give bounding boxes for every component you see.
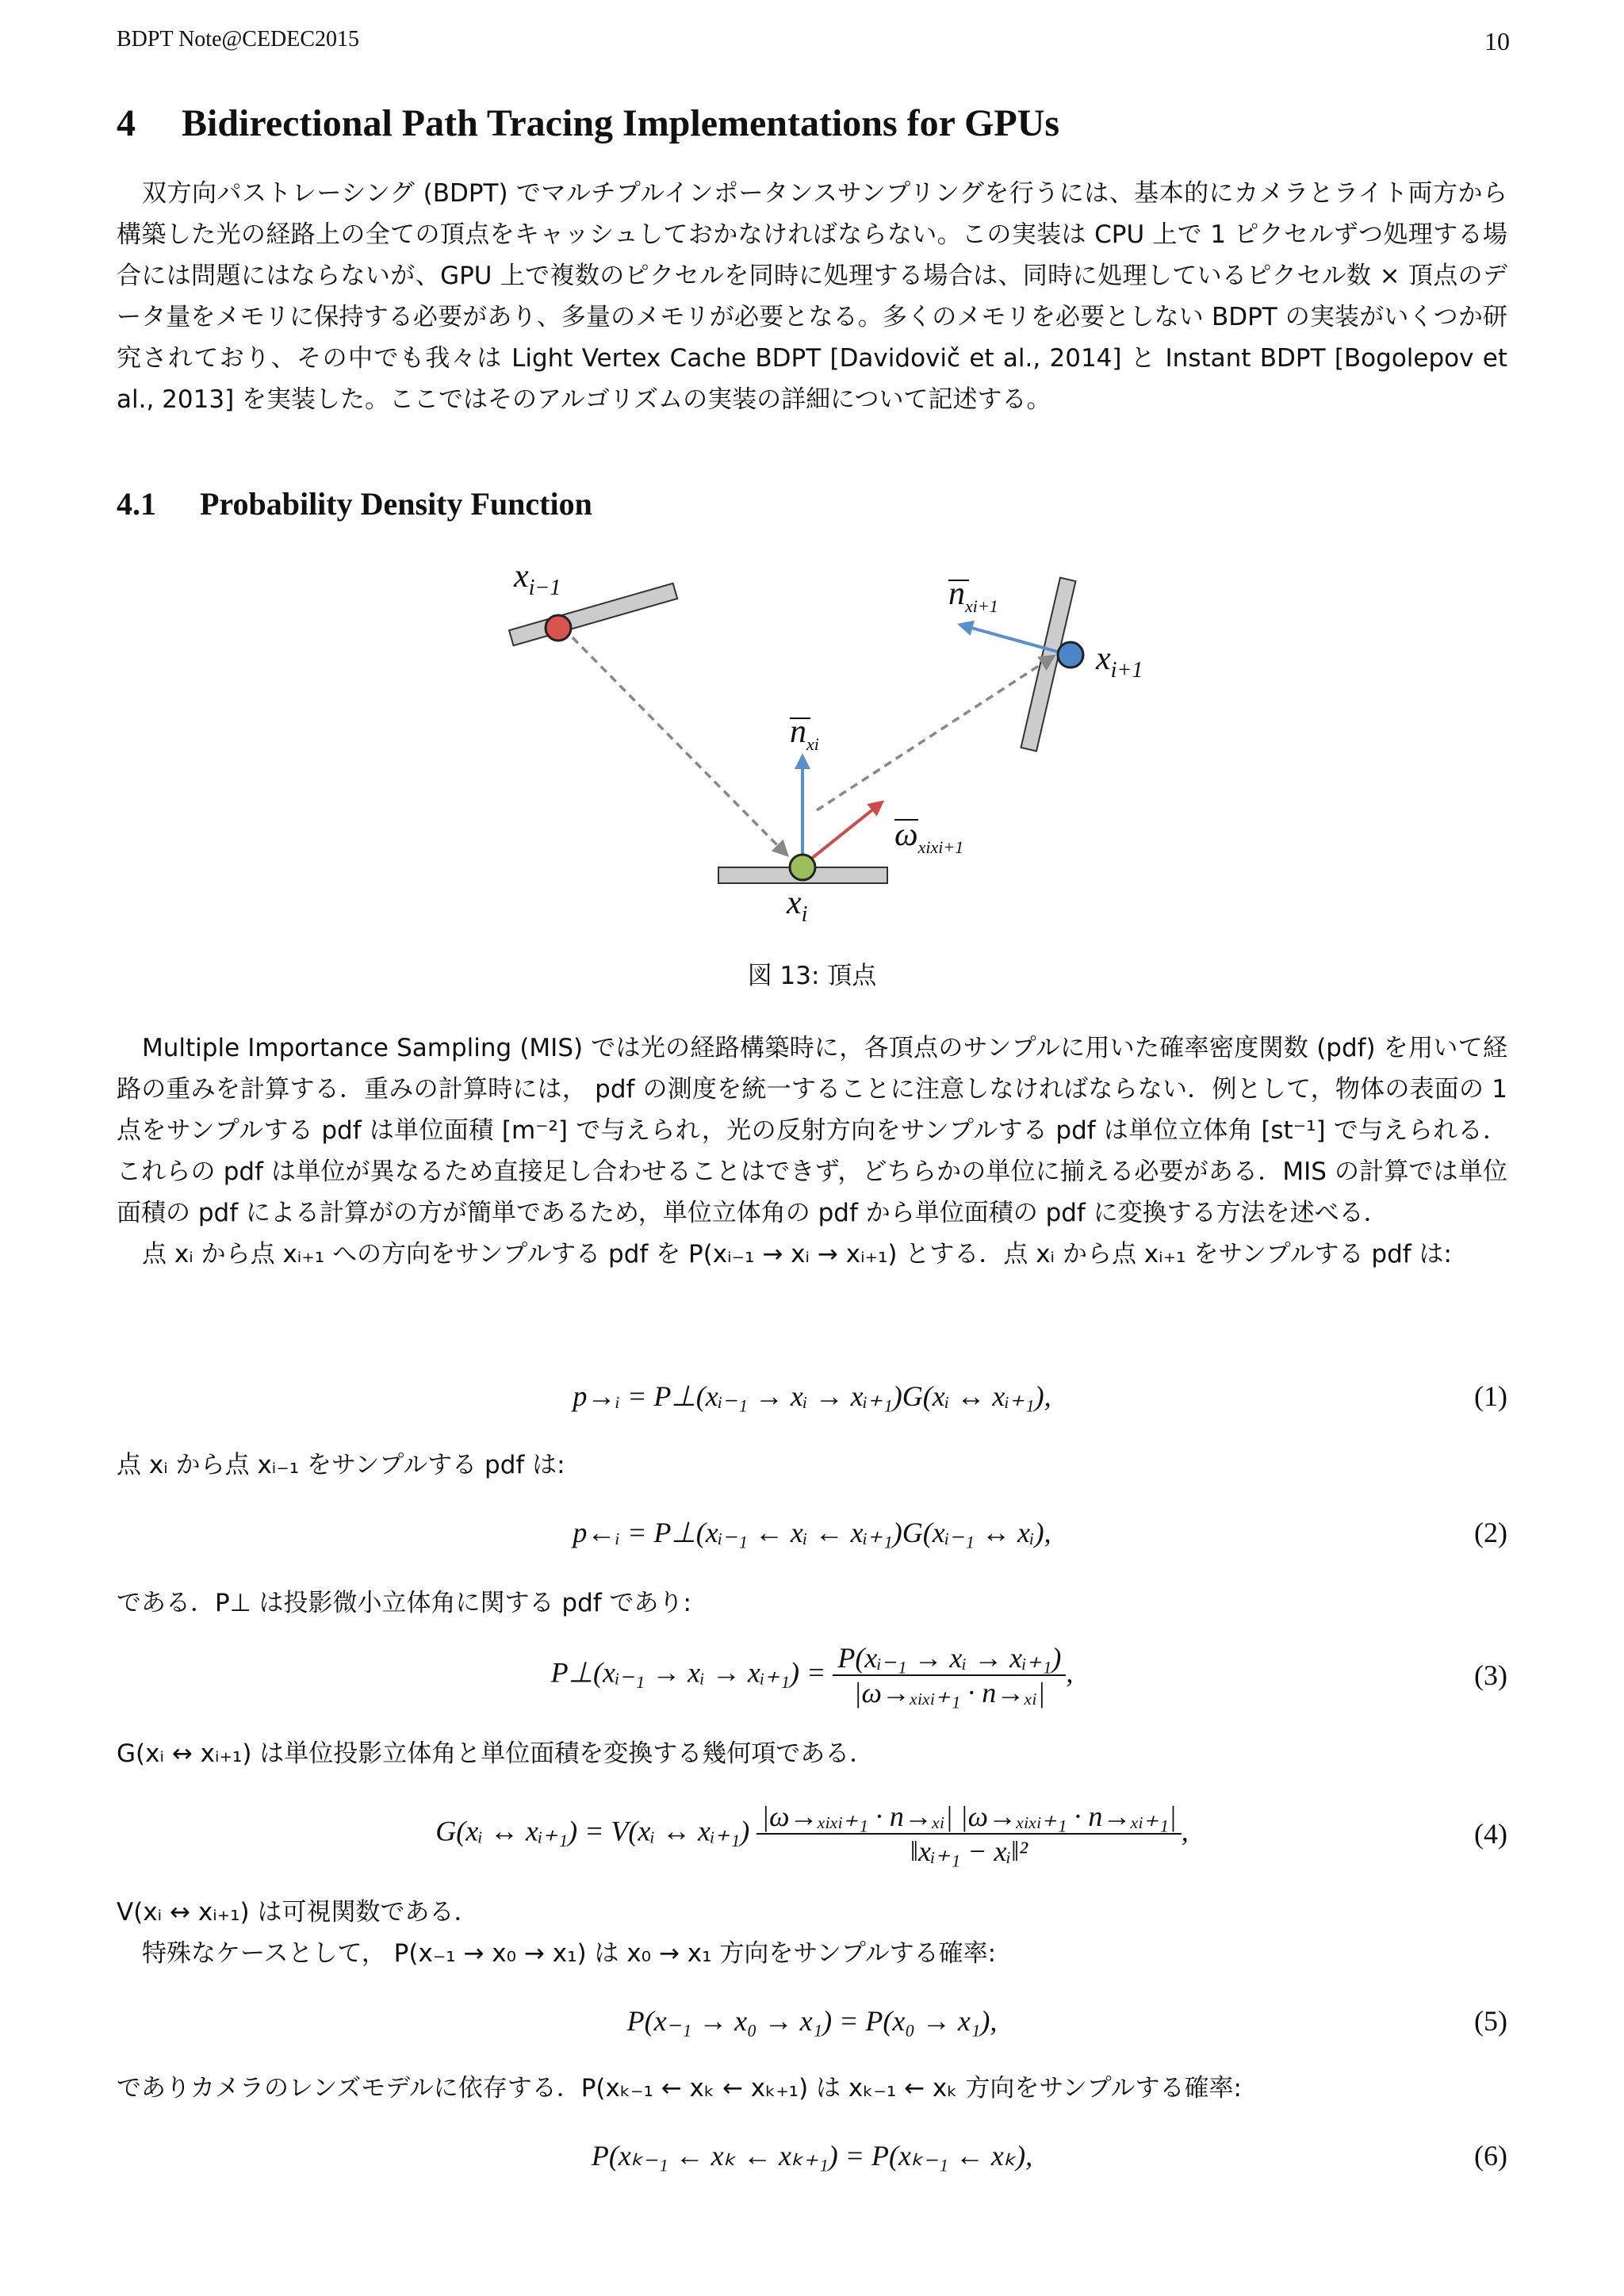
omega-arrow — [802, 802, 882, 866]
equation-4-fraction — [756, 1800, 1182, 1868]
path-prev-to-current — [563, 628, 787, 855]
equation-4 — [117, 1800, 1507, 1871]
equation-1-body: p→ᵢ = P⊥(xᵢ₋₁ → xᵢ → xᵢ₊₁)G(xᵢ ↔ xᵢ₊₁), — [573, 1380, 1051, 1412]
subsection-heading — [117, 485, 592, 522]
vertex-prev — [546, 615, 571, 641]
svg-text:ωxixi+1 — [894, 817, 963, 857]
equation-4-number: (4) — [1474, 1818, 1507, 1850]
vertex-figure — [444, 555, 1158, 928]
label-omega: ω — [894, 817, 918, 853]
text-between-1: 点 xᵢ から点 xᵢ₋₁ をサンプルする pdf は: — [117, 1451, 565, 1479]
intro-text: 双方向パストレーシング (BDPT) でマルチプルインポータンスサンプリングを行うには、基本的にカメラとライト両方から構築した光の経路上の全ての頂点をキャッシュしておかなければならない。この実装は CPU 上で 1 ピクセルずつ処理する場合には問題にはならないが、GPU 上で複数のピクセルを同時に処理する場合は、同時に処理しているピクセル数 × 頂点のデータ量をメモリに保持する必要があり、多量のメモリが必要となる。多くのメモリを必要としない BDPT の実装がいくつか研究されており、その中でも我々は Light Vertex Cache BDPT [Davidovič et al., 2014] と Instant BDPT [Bogolepov et al., 2013] を実装した。ここではそのアルゴリズムの実装の詳細について記述する。 — [117, 179, 1507, 414]
svg-text:nxi+1 — [948, 576, 998, 616]
text-between-6: でありカメラのレンズモデルに依存する．P(xₖ₋₁ ← xₖ ← xₖ₊₁) は xₖ₋₁ ← xₖ 方向をサンプルする確率: — [117, 2074, 1242, 2103]
equation-3 — [117, 1641, 1507, 1712]
equation-5-body: P(x₋₁ → x₀ → x₁) = P(x₀ → x₁), — [626, 2005, 998, 2037]
label-n-i: n — [790, 714, 806, 750]
equation-4-tail: , — [1181, 1815, 1189, 1847]
equation-2 — [117, 1516, 1507, 1563]
label-x-next: x — [1096, 641, 1111, 677]
label-n-i-sub: xi — [806, 734, 819, 754]
label-x-prev: x — [514, 558, 529, 595]
svg-text:xi+1 — [1095, 641, 1143, 683]
equation-4-denominator: ‖xᵢ₊₁ − xᵢ‖² — [910, 1835, 1028, 1867]
equation-1 — [117, 1380, 1507, 1427]
text-between-3: G(xᵢ ↔ xᵢ₊₁) は単位投影立体角と単位面積を変換する幾何項である． — [117, 1739, 875, 1768]
mis-text: Multiple Importance Sampling (MIS) では光の経路構築時に，各頂点のサンプルに用いた確率密度関数 (pdf) を用いて経路の重みを計算する．重みの計算時には， pdf の測度を統一することに注意しなければならない．例として，物体の表面の 1 点をサンプルする pdf は単位面積 [m⁻²] で与えられ，光の反射方向をサンプルする pdf は単位立体角 [st⁻¹] で与えられる．これらの pdf は単位が異なるため直接足し合わせることはできず，どちらかの単位に揃える必要がある．MIS の計算では単位面積の pdf による計算がの方が簡単であるため，単位立体角の pdf から単位面積の pdf に変換する方法を述べる． — [117, 1034, 1507, 1227]
equation-3-denominator: |ω→ₓᵢₓᵢ₊₁ · n→ₓᵢ| — [853, 1677, 1046, 1709]
sample-text: 点 xᵢ から点 xᵢ₊₁ への方向をサンプルする pdf を P(xᵢ₋₁ → xᵢ → xᵢ₊₁) とする．点 xᵢ から点 xᵢ₊₁ をサンプルする pdf は: — [142, 1240, 1452, 1269]
text-between-2: である．P⊥ は投影微小立体角に関する pdf であり: — [117, 1589, 691, 1617]
label-x-i-sub: i — [801, 902, 808, 927]
subsection-title: Probability Density Function — [200, 486, 592, 522]
intro-paragraph — [117, 173, 1507, 420]
page-number: 10 — [1484, 27, 1510, 55]
label-x-i: x — [787, 885, 802, 921]
svg-text:nxi — [790, 714, 819, 754]
label-x-next-sub: i+1 — [1110, 658, 1143, 683]
section-number: 4 — [117, 102, 136, 144]
text-between-5: 特殊なケースとして， P(x₋₁ → x₀ → x₁) は x₀ → x₁ 方向をサンプルする確率: — [142, 1939, 997, 1968]
equation-4-numerator: |ω→ₓᵢₓᵢ₊₁ · n→ₓᵢ| |ω→ₓᵢₓᵢ₊₁ · n→ₓᵢ₊₁| — [756, 1800, 1182, 1835]
subsection-number: 4.1 — [117, 486, 156, 522]
equation-3-number: (3) — [1474, 1659, 1507, 1691]
equation-4-lhs: G(xᵢ ↔ xᵢ₊₁) = V(xᵢ ↔ xᵢ₊₁) — [435, 1815, 750, 1847]
equation-6-number: (6) — [1474, 2140, 1507, 2172]
label-x-prev-sub: i−1 — [528, 576, 561, 600]
text-between-4: V(xᵢ ↔ xᵢ₊₁) は可視関数である． — [117, 1898, 479, 1927]
equation-3-tail: , — [1066, 1656, 1074, 1689]
equation-3-numerator: P(xᵢ₋₁ → xᵢ → xᵢ₊₁) — [833, 1641, 1066, 1676]
equation-3-fraction — [833, 1641, 1066, 1709]
equation-5 — [117, 2004, 1507, 2052]
equation-4-body — [117, 1800, 1507, 1868]
running-header: BDPT Note@CEDEC2015 — [117, 27, 360, 52]
equation-6-body: P(xₖ₋₁ ← xₖ ← xₖ₊₁) = P(xₖ₋₁ ← xₖ), — [591, 2140, 1033, 2172]
svg-text:xi — [786, 885, 807, 927]
equation-3-body — [117, 1641, 1507, 1709]
section-heading — [117, 101, 1059, 145]
svg-text:xi−1 — [513, 558, 561, 600]
equation-2-number: (2) — [1474, 1517, 1507, 1548]
label-omega-sub: xixi+1 — [917, 837, 964, 857]
equation-1-number: (1) — [1474, 1380, 1507, 1412]
mis-paragraph — [117, 1027, 1507, 1275]
equation-3-lhs: P⊥(xᵢ₋₁ → xᵢ → xᵢ₊₁) = — [550, 1656, 826, 1689]
section-title: Bidirectional Path Tracing Implementations for GPUs — [182, 102, 1060, 144]
equation-6 — [117, 2139, 1507, 2187]
path-current-to-next — [817, 656, 1053, 810]
label-n-next: n — [948, 576, 965, 612]
vertex-next — [1058, 642, 1083, 668]
equation-5-number: (5) — [1474, 2005, 1507, 2037]
vertex-current — [790, 855, 815, 880]
figure-caption: 図 13: 頂点 — [747, 962, 877, 990]
label-n-next-sub: xi+1 — [965, 596, 998, 616]
equation-2-body: p←ᵢ = P⊥(xᵢ₋₁ ← xᵢ ← xᵢ₊₁)G(xᵢ₋₁ ↔ xᵢ), — [573, 1517, 1051, 1548]
